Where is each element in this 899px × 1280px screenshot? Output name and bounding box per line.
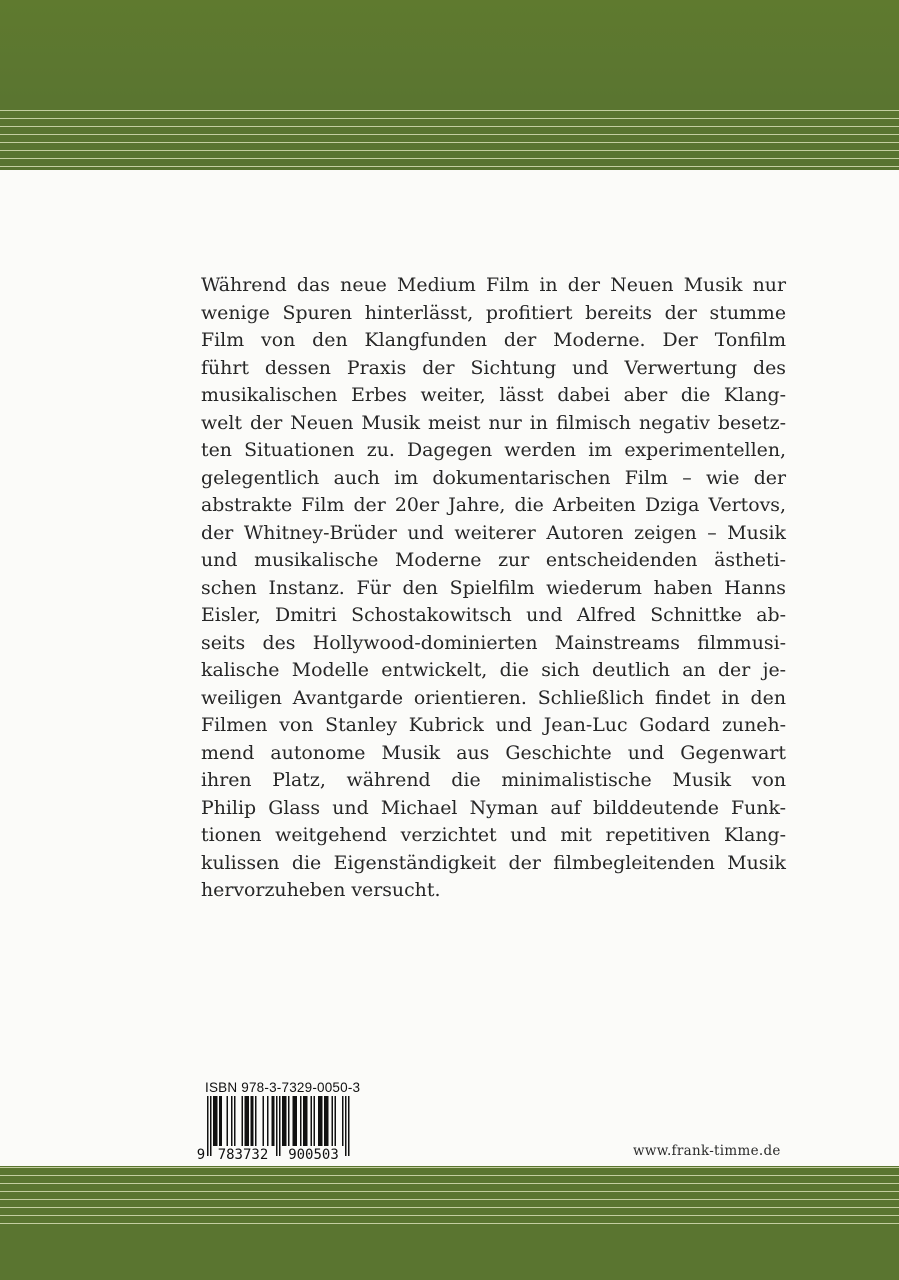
blurb-line: musikalischen Erbes weiter, lässt dabei aber die Klang- [201, 384, 786, 406]
barcode-bar [288, 1096, 290, 1146]
barcode-bar [321, 1096, 323, 1146]
blurb-line: wenige Spuren hinterlässt, profitiert bereits der stumme [201, 301, 786, 324]
blurb-line: Philip Glass und Michael Nyman auf bilddeutende Funk- [201, 796, 786, 819]
barcode-graphic [197, 1096, 357, 1162]
blurb-line: kulissen die Eigenständigkeit der filmbegleitenden Musik [201, 851, 786, 874]
blurb-line: seits des Hollywood-dominierten Mainstreams filmmusi- [201, 631, 786, 654]
blurb-line: abstrakte Film der 20er Jahre, die Arbeiten Dziga Vertovs, [201, 494, 786, 516]
barcode-bar [219, 1096, 221, 1146]
barcode-bar [284, 1096, 286, 1146]
barcode-bar [306, 1096, 308, 1146]
barcode-bar [335, 1096, 337, 1146]
isbn-label: ISBN 978-3-7329-0050-3 [205, 1080, 361, 1095]
top-stripe-lines [0, 110, 899, 170]
barcode-bar [327, 1096, 329, 1146]
barcode-bar [221, 1096, 223, 1146]
barcode-bar [252, 1096, 254, 1146]
blurb-line: welt der Neuen Musik meist nur in filmisch negativ besetz- [201, 411, 786, 434]
barcode-bar [279, 1096, 281, 1156]
barcode-bar [345, 1096, 347, 1156]
barcode-bar [285, 1096, 287, 1146]
barcode-bar [251, 1096, 253, 1146]
barcode-bar [342, 1096, 344, 1146]
blurb-line: Film von den Klangfunden der Moderne. Der Tonfilm [201, 329, 786, 351]
blurb-line: und musikalische Moderne zur entscheidenden ästheti- [201, 549, 786, 571]
barcode-bar [276, 1096, 278, 1156]
barcode-bar [294, 1096, 296, 1146]
blurb-text [201, 272, 786, 905]
blurb-line: tionen weitgehend verzichtet und mit repetitiven Klang- [201, 824, 786, 846]
barcode-bar [231, 1096, 233, 1146]
barcode-digit-group: 900503 [288, 1147, 339, 1162]
blurb-line: Eisler, Dmitri Schostakowitsch und Alfred Schnittke ab- [201, 604, 786, 626]
barcode-bar [324, 1096, 326, 1146]
blurb-line: der Whitney-Brüder und weiterer Autoren zeigen – Musik [201, 521, 786, 544]
blurb-line: gelegentlich auch im dokumentarischen Film – wie der [201, 466, 786, 489]
blurb-line: ten Situationen zu. Dagegen werden im experimentellen, [201, 439, 786, 461]
blurb-line: weiligen Avantgarde orientieren. Schließlich findet in den [201, 686, 786, 709]
barcode-bar [282, 1096, 284, 1146]
barcode-bar [273, 1096, 275, 1146]
barcode-bar [348, 1096, 350, 1156]
barcode-bar [246, 1096, 248, 1146]
barcode-bar [227, 1096, 229, 1146]
barcode-bar [305, 1096, 307, 1146]
barcode-bar [296, 1096, 298, 1146]
blurb-line: führt dessen Praxis der Sichtung und Verwertung des [201, 356, 786, 379]
barcode-bar [245, 1096, 247, 1146]
barcode-bar [272, 1096, 274, 1146]
barcode-bar [293, 1096, 295, 1146]
publisher-website: www.frank-timme.de [633, 1143, 781, 1159]
blurb-line: ihren Platz, während die minimalistische Musik von [201, 769, 786, 791]
blurb-line: mend autonome Musik aus Geschichte und Gegenwart [201, 741, 786, 764]
barcode-digit-group: 9 [197, 1147, 206, 1162]
barcode-bar [320, 1096, 322, 1146]
barcode-bar [216, 1096, 218, 1146]
blurb-line: kalische Modelle entwickelt, die sich deutlich an der je- [201, 659, 786, 681]
barcode-bar [207, 1096, 209, 1156]
barcode-bar [263, 1096, 265, 1146]
barcode-bar [267, 1096, 269, 1146]
isbn-barcode [197, 1096, 357, 1162]
barcode-bar [332, 1096, 334, 1146]
barcode-digit-group: 783732 [217, 1147, 269, 1162]
barcode-bar [234, 1096, 236, 1146]
barcode-bar [248, 1096, 250, 1146]
blurb-line: hervorzuheben versucht. [201, 879, 441, 901]
barcode-bar [300, 1096, 302, 1146]
barcode-bar [311, 1096, 313, 1146]
blurb-line: schen Instanz. Für den Spielfilm wiederum haben Hanns [201, 576, 786, 599]
blurb-line: Filmen von Stanley Kubrick und Jean-Luc Godard zuneh- [201, 714, 786, 736]
barcode-bar [255, 1096, 257, 1146]
bottom-stripe-lines [0, 1167, 899, 1227]
barcode-bar [326, 1096, 328, 1146]
barcode-bar [318, 1096, 320, 1146]
barcode-bar [210, 1096, 212, 1156]
blurb-line: Während das neue Medium Film in der Neuen Musik nur [201, 274, 786, 296]
barcode-bar [213, 1096, 215, 1146]
barcode-bar [303, 1096, 305, 1146]
barcode-bar [314, 1096, 316, 1146]
barcode-bar [215, 1096, 217, 1146]
barcode-bar [242, 1096, 244, 1146]
